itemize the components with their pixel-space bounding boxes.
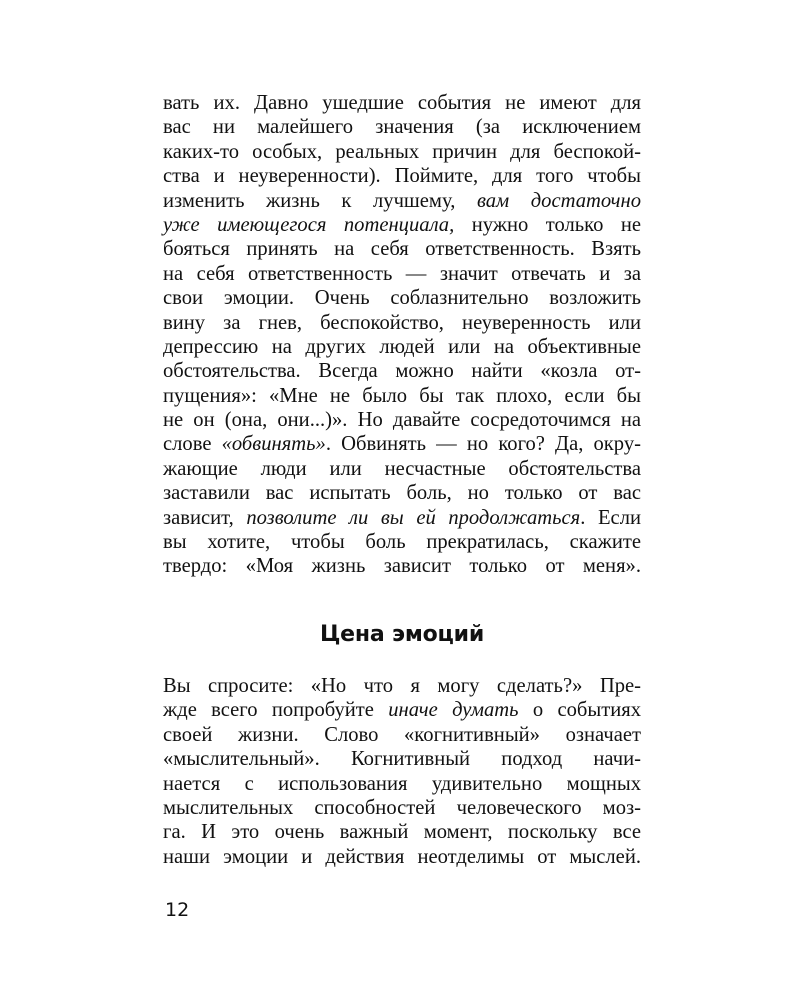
paragraph-line: мыслительных способностей человеческого моз- — [163, 796, 641, 819]
paragraph-line: наши эмоции и действия неотделимы от мыслей. — [163, 845, 641, 868]
emphasis-text: вам достаточно — [476, 189, 642, 212]
paragraph-line: слове «обвинять». Обвинять — но кого? Да, окру- — [163, 433, 641, 456]
paragraph-line: Вы спросите: «Но что я могу сделать?» Пре- — [163, 675, 641, 697]
paragraph-2 — [163, 674, 641, 869]
paragraph-line: свои эмоции. Очень соблазнительно возложить — [163, 287, 641, 310]
paragraph-line: своей жизни. Слово «когнитивный» означает — [163, 723, 641, 746]
section-heading: Цена эмоций — [319, 622, 485, 647]
paragraph-line: жающие люди или несчастные обстоятельства — [163, 457, 641, 480]
paragraph-line: зависит, позволите ли вы ей продолжаться. Если — [163, 506, 641, 529]
paragraph-line: твердо: «Моя жизнь зависит только от меня». — [163, 555, 641, 578]
paragraph-line: на себя ответственность — значит отвечать и за — [163, 262, 641, 285]
paragraph-line: вать их. Давно ушедшие события не имеют для — [163, 92, 641, 114]
emphasis-text: «обвинять» — [221, 433, 326, 456]
emphasis-text: иначе думать — [388, 699, 519, 722]
paragraph-line: вы хотите, чтобы боль прекратилась, скажите — [163, 531, 641, 554]
paragraph-line: изменить жизнь к лучшему, вам достаточно — [163, 189, 642, 212]
paragraph-line: депрессию на других людей или на объективные — [163, 335, 641, 358]
paragraph-line: каких-то особых, реальных причин для беспокой- — [163, 140, 641, 163]
paragraph-line: пущения»: «Мне не было бы так плохо, если бы — [163, 384, 641, 407]
paragraph-line: уже имеющегося потенциала, нужно только не — [163, 213, 641, 236]
paragraph-line: заставили вас испытать боль, но только от вас — [163, 482, 641, 505]
paragraph-1 — [163, 91, 641, 579]
emphasis-text: уже имеющегося потенциала, — [163, 213, 455, 236]
page-number: 12 — [165, 899, 190, 921]
paragraph-line: вину за гнев, беспокойство, неуверенность или — [163, 311, 641, 334]
paragraph-line: нается с использования удивительно мощных — [163, 772, 641, 795]
paragraph-line: га. И это очень важный момент, поскольку все — [163, 821, 641, 844]
emphasis-text: позволите ли вы ей продолжаться — [246, 506, 581, 529]
paragraph-line: ства и неуверенности). Поймите, для того чтобы — [163, 165, 641, 188]
paragraph-line: обстоятельства. Всегда можно найти «козла от- — [163, 360, 641, 383]
paragraph-line: «мыслительный». Когнитивный подход начи- — [163, 748, 641, 771]
paragraph-line: бояться принять на себя ответственность. Взять — [163, 238, 641, 261]
paragraph-line: не он (она, они...)». Но давайте сосредоточимся на — [163, 409, 641, 432]
paragraph-line: вас ни малейшего значения (за исключением — [163, 116, 641, 139]
paragraph-line: жде всего попробуйте иначе думать о событиях — [163, 699, 641, 722]
